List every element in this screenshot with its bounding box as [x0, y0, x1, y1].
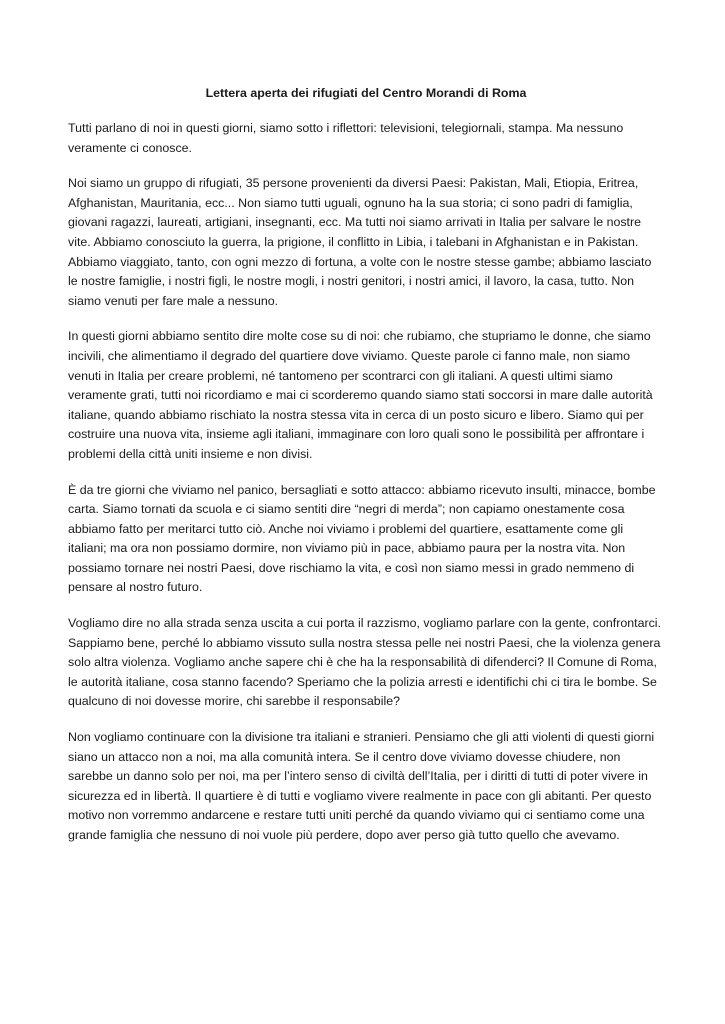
paragraph-6: Non vogliamo continuare con la divisione tra italiani e stranieri. Pensiamo che gli atti violenti di questi giorni siano un attacco non a noi, ma alla comunità intera. Se il centro dove viviamo dovesse chiudere, non sarebbe un danno solo per noi, ma per l’intero senso di civiltà dell’Italia, per i diritti di tutti di poter vivere in sicurezza ed in libertà. Il quartiere è di tutti e vogliamo vivere realmente in pace con gli abitanti. Per questo motivo non vorremmo andarcene e restare tutti uniti perché da quando viviamo qui ci sentiamo come una grande famiglia che nessuno di noi vuole più perdere, dopo aver perso già tutto quello che avevamo. [68, 730, 655, 842]
document-title: Lettera aperta dei rifugiati del Centro Morandi di Roma [205, 86, 527, 100]
paragraph-5: Vogliamo dire no alla strada senza uscita a cui porta il razzismo, vogliamo parlare con la gente, confrontarci. Sappiamo bene, perché lo abbiamo vissuto sulla nostra stessa pelle nei nostri Paesi, che la violenza genera solo altra violenza. Vogliamo anche sapere chi è che ha la responsabilità di difenderci? Il Comune di Roma, le autorità italiane, cosa stanno facendo? Speriamo che la polizia arresti e identifichi chi ci tira le bombe. Se qualcuno di noi dovesse morire, chi sarebbe il responsabile? [68, 616, 661, 709]
paragraph-3: In questi giorni abbiamo sentito dire molte cose su di noi: che rubiamo, che stupriamo le donne, che siamo incivili, che alimentiamo il degrado del quartiere dove viviamo. Queste parole ci fanno male, non siamo venuti in Italia per creare problemi, né tantomeno per scontrarci con gli italiani. A questi ultimi siamo veramente grati, tutti noi ricordiamo e mai ci scorderemo quando siamo stati soccorsi in mare dalle autorità italiane, quando abbiamo rischiato la nostra stessa vita in cerca di un posto sicuro e libero. Siamo qui per costruire una nuova vita, insieme agli italiani, immaginare con loro quali sono le possibilità per affrontare i problemi della città uniti insieme e non divisi. [68, 329, 653, 461]
paragraph-1: Tutti parlano di noi in questi giorni, siamo sotto i riflettori: televisioni, telegiornali, stampa. Ma nessuno veramente ci conosce. [68, 121, 624, 155]
paragraph-2: Noi siamo un gruppo di rifugiati, 35 persone provenienti da diversi Paesi: Pakistan, Mali, Etiopia, Eritrea, Afghanistan, Mauritania, ecc... Non siamo tutti uguali, ognuno ha la sua storia; ci sono padri di famiglia, giovani ragazzi, laureati, artigiani, insegnanti, ecc. Ma tutti noi siamo arrivati in Italia per salvare le nostre vite. Abbiamo conosciuto la guerra, la prigione, il conflitto in Libia, i talebani in Afghanistan e in Pakistan. Abbiamo viaggiato, tanto, con ogni mezzo di fortuna, a volte con le nostre stesse gambe; abbiamo lasciato le nostre famiglie, i nostri figli, le nostre mogli, i nostri genitori, i nostri amici, il lavoro, la casa, tutto. Non siamo venuti per fare male a nessuno. [68, 176, 652, 308]
paragraph-4: È da tre giorni che viviamo nel panico, bersagliati e sotto attacco: abbiamo ricevuto insulti, minacce, bombe carta. Siamo tornati da scuola e ci siamo sentiti dire “negri di merda”; non capiamo onestamente cosa abbiamo fatto per meritarci tutto ciò. Anche noi viviamo i problemi del quartiere, esattamente come gli italiani; ma ora non possiamo dormire, non viviamo più in pace, abbiamo paura per la nostra vita. Non possiamo tornare nei nostri Paesi, dove rischiamo la vita, e così non siamo messi in grado nemmeno di pensare al nostro futuro. [68, 482, 656, 595]
document-page [68, 84, 664, 862]
